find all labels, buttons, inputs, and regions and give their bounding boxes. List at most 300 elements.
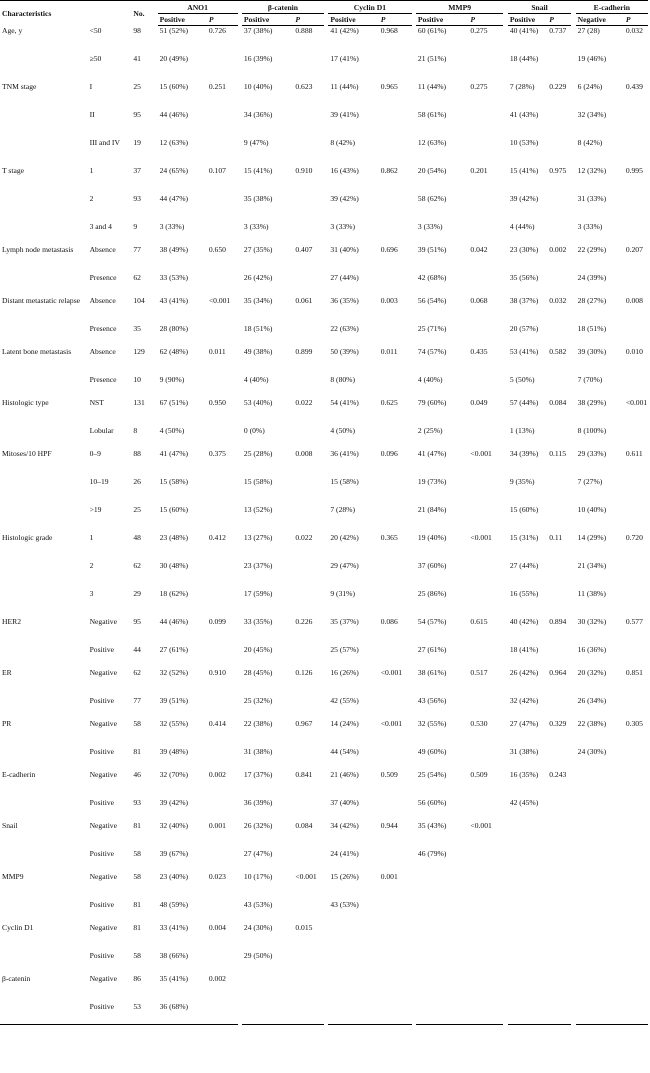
subheader-positive: Positive: [242, 14, 293, 26]
cell-p: 0.115: [549, 448, 567, 458]
cell-count: 95: [133, 616, 141, 626]
cell-p: 0.435: [470, 346, 488, 356]
cell-count: 131: [133, 397, 145, 407]
cell-value: 14 (24%): [330, 718, 359, 728]
cell-p: [207, 900, 238, 923]
cell-p: [207, 798, 238, 821]
cell-subgroup: Negative: [89, 820, 117, 830]
cell-value: 43 (41%): [159, 295, 189, 305]
table-row: [0, 375, 648, 398]
cell-value: 25 (71%): [417, 323, 447, 333]
cell-p: [624, 821, 648, 849]
cell-value: 13 (27%): [243, 532, 273, 542]
cell-value: 30 (32%): [577, 616, 607, 626]
cell-value: 36 (41%): [330, 448, 359, 458]
subheader-negative: Negative: [576, 14, 624, 26]
cell-count: 41: [133, 53, 141, 63]
cell-p: 0.002: [208, 769, 226, 779]
cell-count: 95: [133, 109, 141, 119]
table-row: [0, 426, 648, 449]
cell-p: 0.841: [295, 769, 313, 779]
cell-value: 25 (28%): [243, 448, 273, 458]
cell-p: [624, 951, 648, 974]
cell-p: 0.329: [549, 718, 567, 728]
table-row: [0, 138, 648, 166]
cell-p: [379, 222, 412, 245]
cell-value: 29 (33%): [577, 448, 607, 458]
cell-value: 39 (51%): [417, 244, 447, 254]
cell-value: 53 (41%): [509, 346, 539, 356]
cell-subgroup: Negative: [89, 718, 117, 728]
cell-value: 32 (52%): [159, 667, 189, 677]
cell-count: 77: [133, 695, 141, 705]
cell-subgroup: Positive: [89, 797, 115, 807]
cell-characteristic: [0, 798, 88, 821]
cell-p: [207, 138, 238, 166]
cell-p: [207, 1002, 238, 1025]
cell-p: [547, 589, 571, 617]
cell-value: [576, 821, 624, 849]
cell-value: 74 (57%): [417, 346, 447, 356]
cell-characteristic: [0, 951, 88, 974]
subheader-p: P: [207, 14, 238, 26]
cell-value: 44 (54%): [330, 746, 359, 756]
cell-characteristic: [0, 900, 88, 923]
cell-value: 26 (42%): [509, 667, 539, 677]
cell-value: 10 (17%): [243, 871, 273, 881]
cell-value: 43 (53%): [243, 899, 273, 909]
cell-p: 0.615: [470, 616, 488, 626]
cell-subgroup: 2: [89, 560, 94, 570]
cell-value: 21 (51%): [417, 53, 447, 63]
cell-p: [293, 477, 324, 505]
cell-p: [468, 974, 503, 1002]
cell-value: [508, 821, 547, 849]
cell-p: [293, 951, 324, 974]
cell-value: 18 (44%): [509, 53, 539, 63]
cell-p: [293, 1002, 324, 1025]
table-row: [0, 747, 648, 770]
cell-p: [468, 923, 503, 951]
cell-value: 54 (41%): [330, 397, 359, 407]
cell-characteristic: [0, 589, 88, 617]
cell-value: [576, 951, 624, 974]
cell-characteristic: Mitoses/10 HPF: [2, 448, 52, 458]
cell-p: [293, 798, 324, 821]
cell-count: 19: [133, 137, 141, 147]
cell-characteristic: Snail: [2, 820, 18, 830]
cell-value: 11 (38%): [577, 588, 606, 598]
cell-p: 0.899: [295, 346, 313, 356]
cell-value: [328, 923, 378, 951]
cell-p: [547, 138, 571, 166]
cell-value: 9 (47%): [243, 137, 269, 147]
cell-characteristic: PR: [2, 718, 12, 728]
cell-value: 27 (44%): [330, 272, 359, 282]
cell-p: 0.517: [470, 667, 488, 677]
cell-value: 22 (38%): [577, 718, 607, 728]
cell-value: [242, 1002, 293, 1025]
cell-p: 0.042: [470, 244, 488, 254]
table-row: [0, 668, 648, 696]
cell-value: 23 (40%): [159, 871, 189, 881]
table-row: [0, 194, 648, 222]
cell-value: 36 (68%): [158, 1002, 207, 1025]
cell-p: [624, 696, 648, 719]
table-row: [0, 82, 648, 110]
cell-value: [416, 923, 469, 951]
cell-p: 0.975: [549, 165, 567, 175]
cell-value: [576, 1002, 624, 1025]
cell-value: 40 (41%): [509, 26, 539, 35]
cell-count: 81: [133, 922, 141, 932]
cell-p: [547, 798, 571, 821]
table-body: [0, 26, 648, 1025]
cell-characteristic: β-catenin: [2, 973, 31, 983]
table-row: [0, 449, 648, 477]
cell-characteristic: HER2: [2, 616, 21, 626]
cell-subgroup: I: [89, 81, 93, 91]
cell-value: 32 (34%): [577, 109, 607, 119]
cell-value: 25 (54%): [417, 769, 447, 779]
subheader-positive: Positive: [158, 14, 207, 26]
cell-p: [624, 561, 648, 589]
cell-count: 81: [133, 746, 141, 756]
cell-subgroup: Positive: [88, 1002, 132, 1025]
table-row: [0, 872, 648, 900]
cell-characteristic: [0, 194, 88, 222]
cell-p: [379, 324, 412, 347]
cell-value: [508, 872, 547, 900]
cell-p: [468, 273, 503, 296]
cell-p: [468, 324, 503, 347]
cell-p: [547, 923, 571, 951]
cell-value: 53 (40%): [243, 397, 273, 407]
cell-p: <0.001: [380, 667, 403, 677]
cell-p: [547, 872, 571, 900]
cell-p: [379, 923, 412, 951]
cell-characteristic: [0, 505, 88, 533]
cell-value: [508, 974, 547, 1002]
subheader-p: P: [293, 14, 324, 26]
cell-value: 37 (60%): [417, 560, 447, 570]
cell-value: [416, 974, 469, 1002]
cell-characteristic: [0, 222, 88, 245]
cell-count: 44: [133, 644, 141, 654]
cell-value: 7 (70%): [577, 374, 603, 384]
cell-characteristic: T stage: [2, 165, 25, 175]
cell-value: [508, 849, 547, 872]
cell-p: [379, 798, 412, 821]
cell-value: [328, 974, 378, 1002]
cell-p: [207, 54, 238, 82]
cell-p: [468, 426, 503, 449]
cell-p: 0.910: [208, 667, 226, 677]
header-group-ano1: ANO1: [158, 1, 238, 14]
cell-value: 9 (90%): [159, 374, 185, 384]
cell-p: 0.968: [380, 26, 398, 35]
cell-p: 0.032: [625, 26, 643, 35]
cell-characteristic: Histologic grade: [2, 532, 53, 542]
cell-characteristic: Age, y: [2, 25, 23, 35]
cell-p: [624, 849, 648, 872]
cell-p: [293, 747, 324, 770]
cell-p: [624, 138, 648, 166]
cell-count: 62: [133, 667, 141, 677]
cell-p: [207, 477, 238, 505]
cell-p: [293, 375, 324, 398]
cell-p: [293, 974, 324, 1002]
cell-p: [624, 645, 648, 668]
cell-value: 28 (27%): [577, 295, 607, 305]
cell-p: 0.894: [549, 616, 567, 626]
cell-p: [207, 645, 238, 668]
cell-p: 0.375: [208, 448, 226, 458]
cell-subgroup: Positive: [89, 848, 115, 858]
cell-p: 0.207: [625, 244, 643, 254]
cell-p: 0.611: [625, 448, 643, 458]
cell-value: 40 (42%): [509, 616, 539, 626]
cell-p: [624, 589, 648, 617]
cell-value: 13 (52%): [243, 504, 273, 514]
cell-p: 0.650: [208, 244, 226, 254]
table-row: [0, 245, 648, 273]
cell-p: 0.412: [208, 532, 226, 542]
cell-value: 12 (63%): [159, 137, 189, 147]
cell-p: [293, 194, 324, 222]
cell-p: [468, 951, 503, 974]
cell-p: 0.720: [625, 532, 643, 542]
table-row: [0, 696, 648, 719]
cell-p: <0.001: [625, 397, 648, 407]
cell-value: 34 (36%): [243, 109, 273, 119]
cell-value: 24 (39%): [577, 272, 607, 282]
cell-p: [379, 645, 412, 668]
cell-value: 4 (40%): [417, 374, 443, 384]
cell-subgroup: ≥50: [89, 53, 102, 63]
cell-value: 33 (35%): [243, 616, 273, 626]
cell-value: 35 (56%): [509, 272, 539, 282]
cell-count: 81: [133, 820, 141, 830]
cell-value: 38 (66%): [159, 950, 189, 960]
cell-p: [379, 951, 412, 974]
cell-value: 58 (61%): [417, 109, 447, 119]
cell-characteristic: [0, 849, 88, 872]
cell-value: 27 (61%): [417, 644, 447, 654]
cell-p: [468, 1002, 503, 1025]
cell-p: [468, 505, 503, 533]
cell-p: [379, 747, 412, 770]
cell-p: <0.001: [470, 532, 492, 542]
cell-value: 37 (40%): [330, 797, 359, 807]
cell-value: 35 (38%): [243, 193, 273, 203]
cell-count: 58: [133, 848, 141, 858]
header-group-beta-catenin: β-catenin: [242, 1, 324, 14]
cell-value: 7 (28%): [330, 504, 356, 514]
cell-characteristic: Latent bone metastasis: [2, 346, 72, 356]
cell-p: [468, 561, 503, 589]
cell-p: 0.015: [295, 922, 313, 932]
cell-value: 27 (28): [577, 26, 600, 35]
cell-value: 8 (80%): [330, 374, 356, 384]
cell-value: 32 (70%): [159, 769, 189, 779]
cell-value: 60 (61%): [417, 26, 447, 35]
cell-value: [576, 798, 624, 821]
subheader-p: P: [624, 14, 648, 26]
cell-subgroup: 1: [89, 165, 94, 175]
cell-p: 0.011: [380, 346, 398, 356]
cell-p: [624, 324, 648, 347]
cell-subgroup: Lobular: [89, 425, 114, 435]
cell-value: 10 (40%): [577, 504, 607, 514]
cell-value: [576, 900, 624, 923]
cell-p: [468, 747, 503, 770]
table-row: [0, 923, 648, 951]
cell-subgroup: Absence: [89, 295, 116, 305]
cell-value: 31 (38%): [243, 746, 273, 756]
cell-value: 3 (33%): [577, 221, 603, 231]
cell-value: 31 (38%): [509, 746, 539, 756]
cell-p: 0.726: [208, 26, 226, 35]
cell-count: 9: [133, 221, 138, 231]
cell-p: [379, 505, 412, 533]
cell-value: 42 (45%): [509, 797, 539, 807]
cell-count: 37: [133, 165, 141, 175]
cell-p: [207, 222, 238, 245]
cell-value: 15 (60%): [159, 504, 189, 514]
cell-p: 0.944: [380, 820, 398, 830]
cell-p: 0.022: [295, 397, 313, 407]
cell-value: 5 (50%): [509, 374, 535, 384]
cell-value: 56 (60%): [417, 797, 447, 807]
cell-count: 98: [133, 25, 141, 35]
cell-value: 4 (44%): [509, 221, 535, 231]
cell-value: 32 (40%): [159, 820, 189, 830]
cell-subgroup: Negative: [89, 616, 117, 626]
cell-p: 0.243: [549, 769, 567, 779]
cell-p: 0.096: [380, 448, 398, 458]
cell-p: [468, 194, 503, 222]
cell-count: 53: [131, 1002, 157, 1025]
cell-subgroup: Negative: [89, 769, 117, 779]
cell-value: 15 (60%): [509, 504, 539, 514]
cell-p: [547, 696, 571, 719]
cell-p: [379, 426, 412, 449]
subheader-p: P: [468, 14, 503, 26]
cell-p: [624, 900, 648, 923]
cell-p: <0.001: [208, 295, 231, 305]
cell-value: 3 (33%): [243, 221, 269, 231]
cell-count: 93: [133, 797, 141, 807]
cell-value: 20 (54%): [417, 165, 447, 175]
cell-p: [468, 849, 503, 872]
cell-subgroup: >19: [89, 504, 102, 514]
cell-value: 62 (48%): [159, 346, 189, 356]
cell-p: [547, 974, 571, 1002]
table-row: [0, 324, 648, 347]
cell-characteristic: [0, 696, 88, 719]
cell-p: 0.049: [470, 397, 488, 407]
cell-value: 19 (73%): [417, 476, 447, 486]
cell-value: 16 (39%): [243, 53, 273, 63]
cell-p: [293, 222, 324, 245]
cell-p: 0.862: [380, 165, 398, 175]
cell-value: 23 (30%): [509, 244, 539, 254]
cell-value: 9 (31%): [330, 588, 356, 598]
cell-p: [547, 273, 571, 296]
cell-p: [207, 505, 238, 533]
cell-count: 88: [133, 448, 141, 458]
table-row: [0, 347, 648, 375]
cell-value: [576, 849, 624, 872]
cell-value: 39 (67%): [159, 848, 189, 858]
cell-characteristic: TNM stage: [2, 81, 37, 91]
cell-value: 38 (29%): [577, 397, 607, 407]
cell-value: 14 (29%): [577, 532, 607, 542]
cell-value: 39 (48%): [159, 746, 189, 756]
table-row: [0, 849, 648, 872]
table-row: [0, 770, 648, 798]
cell-p: [293, 138, 324, 166]
cell-value: 46 (79%): [417, 848, 447, 858]
cell-subgroup: Presence: [89, 323, 117, 333]
cell-p: 0.696: [380, 244, 398, 254]
table-row: [0, 222, 648, 245]
cell-subgroup: NST: [89, 397, 104, 407]
cell-value: 41 (43%): [509, 109, 539, 119]
cell-count: 93: [133, 193, 141, 203]
cell-p: [624, 923, 648, 951]
cell-value: 18 (51%): [577, 323, 607, 333]
cell-value: 39 (42%): [509, 193, 539, 203]
cell-value: 27 (44%): [509, 560, 539, 570]
cell-p: [547, 561, 571, 589]
cell-p: 0.201: [470, 165, 488, 175]
cell-subgroup: Negative: [89, 667, 117, 677]
cell-value: 12 (32%): [577, 165, 607, 175]
cell-value: [416, 951, 469, 974]
cell-value: 29 (47%): [330, 560, 359, 570]
cell-p: [207, 561, 238, 589]
cell-characteristic: ER: [2, 667, 12, 677]
cell-p: 0.414: [208, 718, 226, 728]
cell-p: [379, 375, 412, 398]
cell-value: [416, 900, 469, 923]
cell-value: 33 (41%): [159, 922, 189, 932]
cell-p: <0.001: [470, 448, 492, 458]
cell-subgroup: 3: [89, 588, 94, 598]
cell-value: [576, 923, 624, 951]
cell-p: [624, 110, 648, 138]
cell-p: [207, 589, 238, 617]
cell-count: 25: [133, 81, 141, 91]
table-row: [0, 589, 648, 617]
table-row: [0, 974, 648, 1002]
cell-p: [293, 273, 324, 296]
cell-count: 81: [133, 899, 141, 909]
cell-count: 35: [133, 323, 141, 333]
cell-p: 0.964: [549, 667, 567, 677]
cell-p: [468, 222, 503, 245]
subheader-positive: Positive: [328, 14, 378, 26]
cell-p: [379, 138, 412, 166]
cell-p: [547, 477, 571, 505]
cell-p: [468, 798, 503, 821]
header-group-e-cadherin: E-cadherin: [576, 1, 648, 14]
cell-p: [624, 1002, 648, 1025]
cell-p: 0.530: [470, 718, 488, 728]
cell-value: 21 (84%): [417, 504, 447, 514]
